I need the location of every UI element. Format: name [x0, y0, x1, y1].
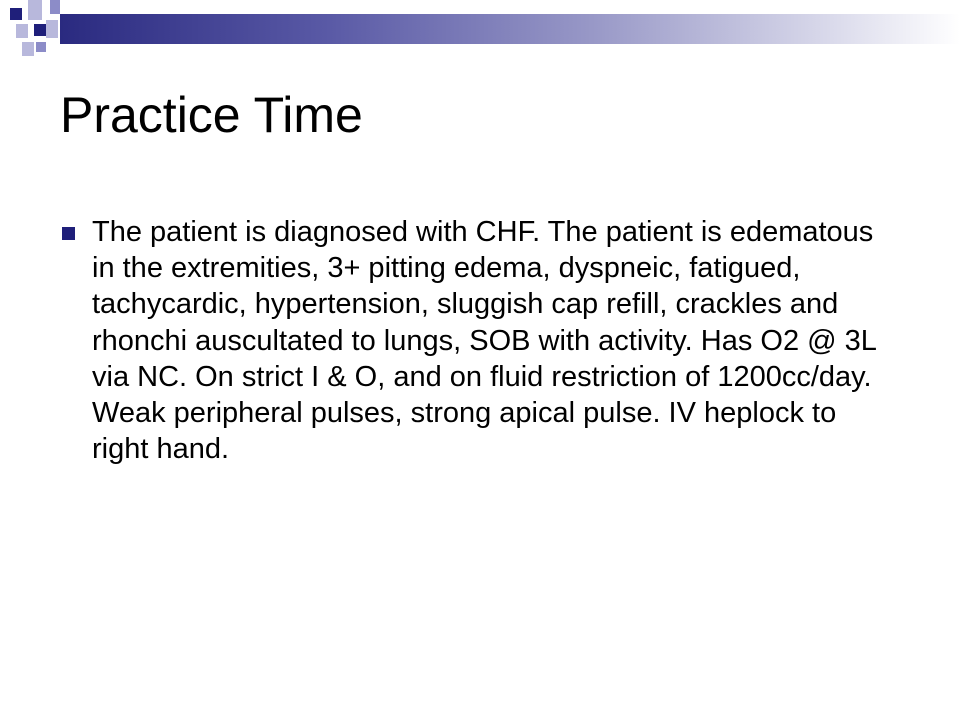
ornament-square-icon: [28, 0, 42, 20]
ornament-square-icon: [34, 24, 46, 36]
ornament-square-icon: [36, 42, 46, 52]
ornament-square-icon: [50, 0, 60, 14]
slide-title: Practice Time: [60, 87, 363, 143]
bullet-item: [58, 214, 878, 467]
ornament-square-icon: [16, 24, 28, 38]
bullet-text: The patient is diagnosed with CHF. The patient is edematous in the extremities, 3+ pitting edema, dyspneic, fatigued, tachycardic, hypertension, sluggish cap refill, crackles and rhonchi auscultated to lungs, SOB with activity. Has O2 @ 3L via NC. On strict I & O, and on fluid restriction of 1200cc/day. Weak peripheral pulses, strong apical pulse. IV heplock to right hand.: [92, 216, 876, 466]
ornament-square-icon: [46, 20, 58, 38]
ornament-square-icon: [10, 8, 22, 20]
square-bullet-icon: [62, 227, 75, 240]
header-gradient-band: [60, 14, 960, 44]
bullet-list: [58, 214, 878, 467]
ornament-square-icon: [22, 42, 34, 56]
